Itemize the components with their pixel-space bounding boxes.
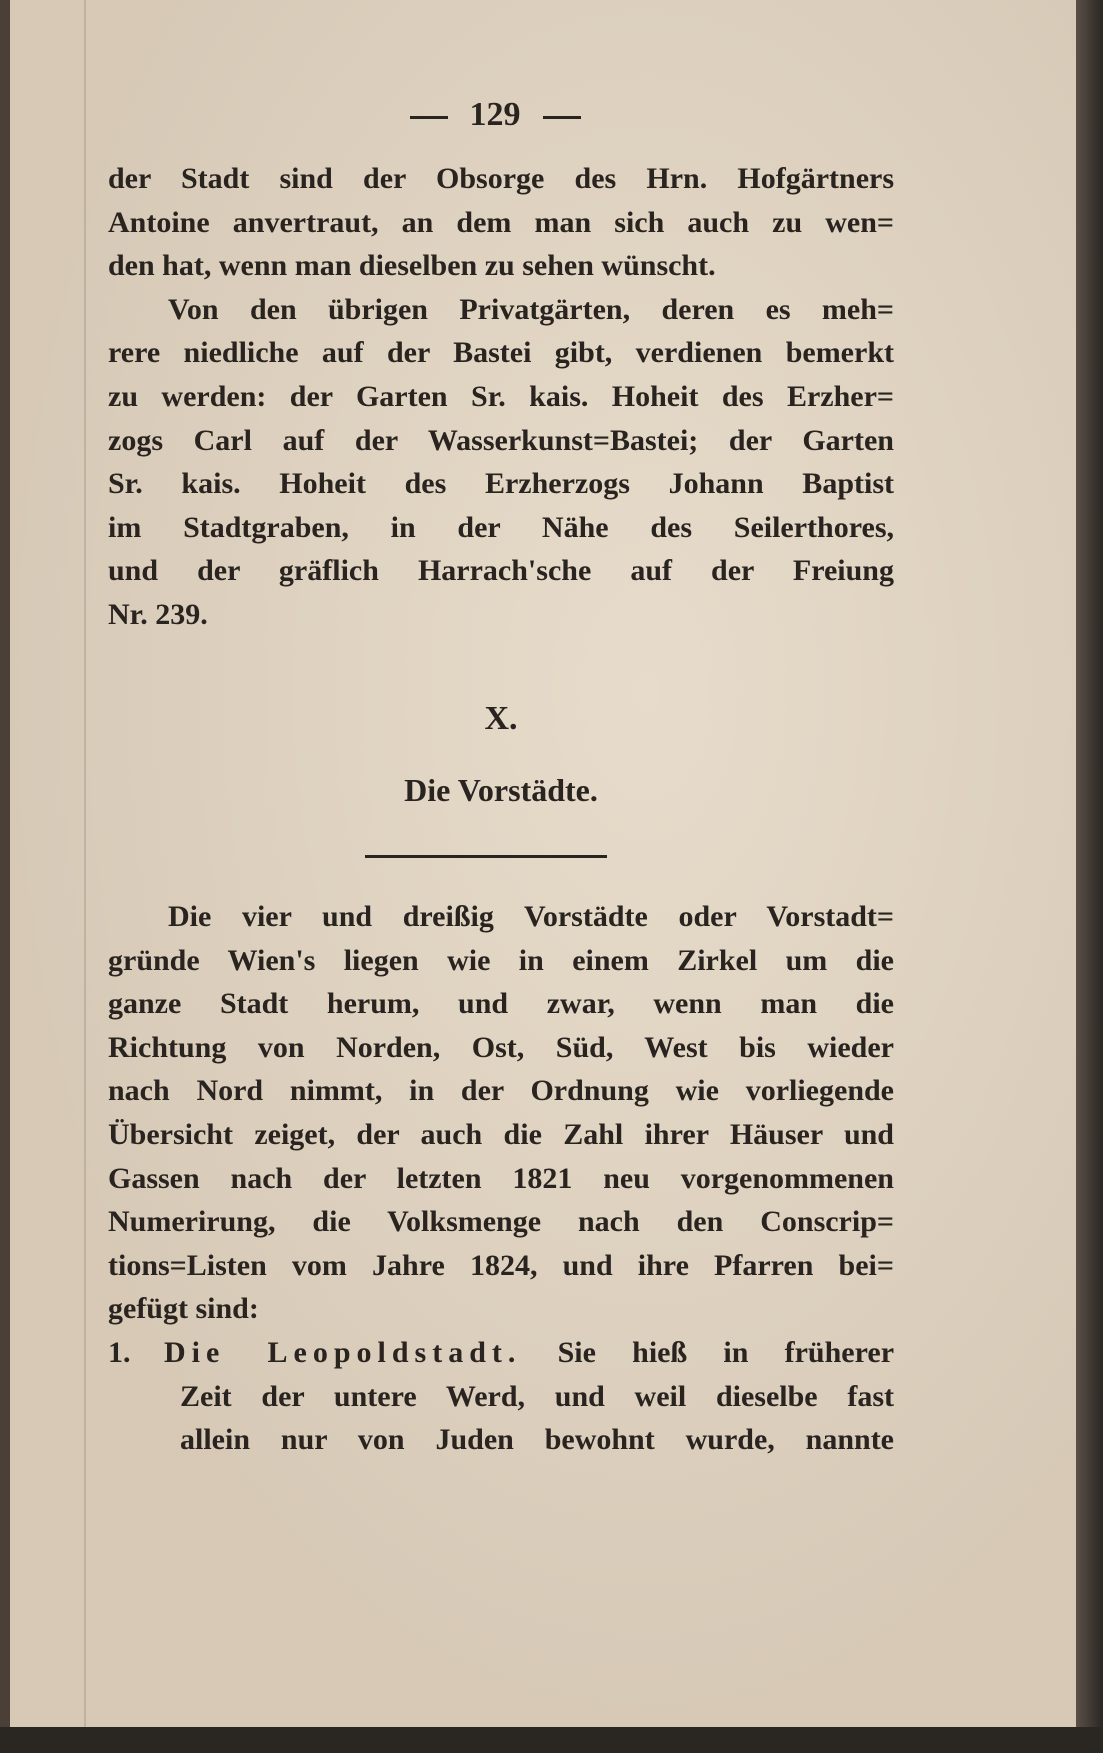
text-line: Sr. kais. Hoheit des Erzherzogs Johann Baptist bbox=[108, 467, 894, 501]
text-line: Numerirung, die Volksmenge nach den Conscrip= bbox=[108, 1205, 894, 1239]
list-item-name: Die Leopoldstadt. bbox=[164, 1335, 522, 1369]
text-line: Von den übrigen Privatgärten, deren es meh= bbox=[168, 292, 894, 326]
text-line: Gassen nach der letzten 1821 neu vorgenommenen bbox=[108, 1161, 894, 1195]
body-text-top bbox=[108, 157, 894, 637]
text-line: Nr. 239. bbox=[108, 597, 208, 631]
chapter-rule bbox=[365, 855, 607, 858]
body-text-bottom bbox=[108, 895, 894, 1462]
book-binding bbox=[1076, 0, 1103, 1753]
text-line: ganze Stadt herum, und zwar, wenn man die bbox=[108, 987, 894, 1021]
text-line: und der gräflich Harrach'sche auf der Freiung bbox=[108, 554, 894, 588]
text-line: Richtung von Norden, Ost, Süd, West bis wieder bbox=[108, 1030, 894, 1064]
text-line: allein nur von Juden bewohnt wurde, nannte bbox=[180, 1423, 894, 1457]
header-dash-left bbox=[410, 116, 448, 119]
text-line: Sie hieß in früherer bbox=[557, 1335, 894, 1369]
text-line: der Stadt sind der Obsorge des Hrn. Hofgärtners bbox=[108, 162, 894, 195]
chapter-title: Die Vorstädte. bbox=[404, 772, 598, 808]
page-fold-line bbox=[84, 0, 86, 1727]
text-line: gefügt sind: bbox=[108, 1292, 259, 1326]
header-dash-right bbox=[543, 116, 581, 119]
text-line: Übersicht zeiget, der auch die Zahl ihrer Häuser und bbox=[108, 1117, 894, 1151]
text-line: nach Nord nimmt, in der Ordnung wie vorliegende bbox=[108, 1074, 894, 1108]
page-bottom-edge bbox=[0, 1727, 1103, 1753]
text-line: Antoine anvertraut, an dem man sich auch zu wen= bbox=[108, 205, 894, 239]
text-line: zogs Carl auf der Wasserkunst=Bastei; der Garten bbox=[108, 423, 894, 457]
text-line: gründe Wien's liegen wie in einem Zirkel um die bbox=[108, 943, 894, 977]
list-item-number: 1. bbox=[108, 1335, 131, 1369]
page-header bbox=[370, 96, 620, 134]
text-line: Die vier und dreißig Vorstädte oder Vorstadt= bbox=[168, 900, 894, 933]
chapter-numeral: X. bbox=[484, 700, 518, 737]
text-line: im Stadtgraben, in der Nähe des Seilerthores, bbox=[108, 510, 894, 544]
text-line: den hat, wenn man dieselben zu sehen wünscht. bbox=[108, 249, 716, 283]
text-line: tions=Listen vom Jahre 1824, und ihre Pfarren bei= bbox=[108, 1248, 894, 1282]
page-left-edge bbox=[0, 0, 10, 1727]
text-line: rere niedliche auf der Bastei gibt, verdienen bemerkt bbox=[108, 336, 894, 370]
text-line: zu werden: der Garten Sr. kais. Hoheit des Erzher= bbox=[108, 379, 894, 413]
list-item-1-first-line bbox=[108, 1331, 894, 1375]
page-number: 129 bbox=[469, 96, 521, 133]
text-line: Zeit der untere Werd, und weil dieselbe fast bbox=[180, 1379, 894, 1413]
